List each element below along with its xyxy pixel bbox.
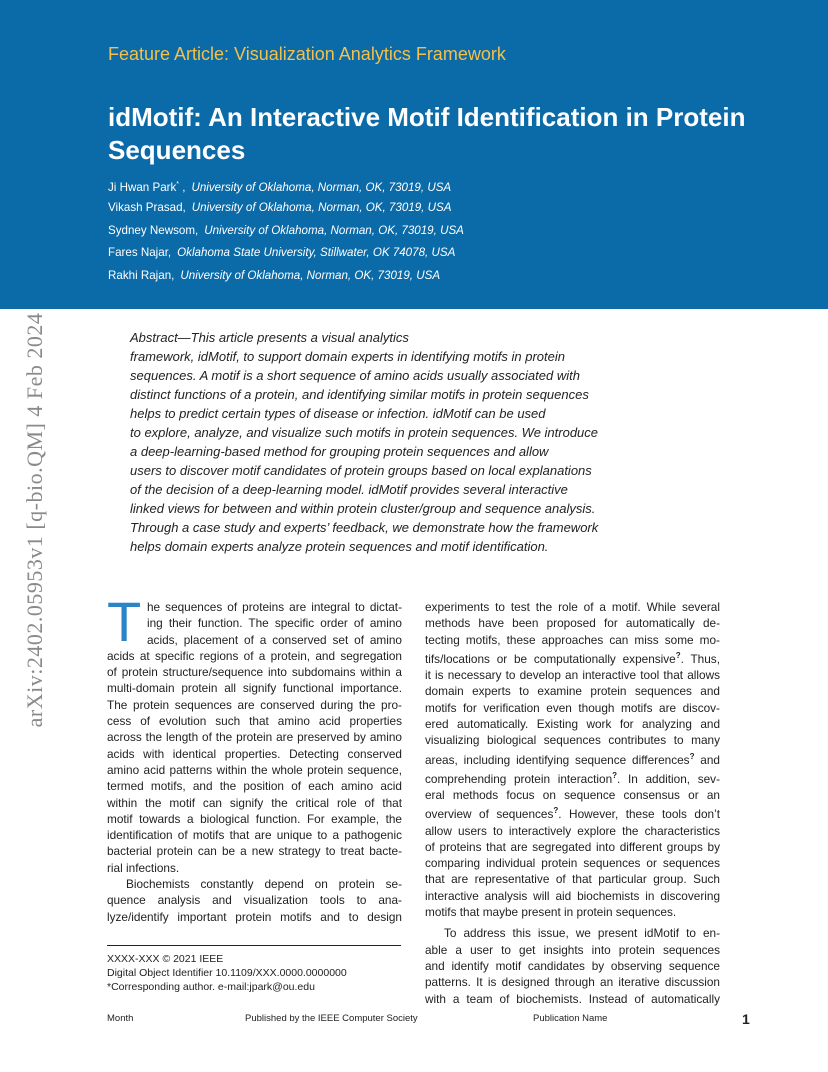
author-separator: , (179, 180, 186, 194)
author-line (108, 245, 464, 268)
text-span: comprehending protein interaction (425, 771, 613, 786)
abstract-line: of the decision of a deep-learning model. idMotif provides several interactive (130, 482, 568, 497)
author-name: Rakhi Rajan (108, 269, 172, 283)
copyright-line: XXXX-XXX © 2021 IEEE (107, 953, 224, 965)
page-number: 1 (742, 1011, 750, 1027)
author-name: Ji Hwan Park (108, 180, 177, 194)
text-line: eral methods focus on sequence consensus or an (425, 788, 720, 803)
author-name: Sydney Newsom (108, 223, 195, 237)
text-line: visualizing biological sequences contributes to many (425, 733, 720, 748)
text-line: bacterial protein can be a new strategy to treat bacte- (107, 844, 402, 859)
abstract-line: helps domain experts analyze protein sequences and motif identification. (130, 539, 549, 554)
abstract-line: Abstract—This article presents a visual analytics (130, 330, 409, 345)
author-affiliation: University of Oklahoma, Norman, OK, 73019, USA (191, 180, 452, 194)
text-line: that are representative of that particular group. Such (425, 872, 720, 887)
text-line: acids, placement of a conserved set of amino (147, 632, 402, 647)
text-line: across the length of the protein are preserved by amino (107, 730, 402, 745)
author-separator: , (182, 200, 186, 214)
text-line: To address this issue, we present idMotif to en- (444, 926, 720, 941)
text-line: experiments to test the role of a motif. While several (425, 600, 720, 614)
text-span: and (694, 752, 720, 767)
author-name: Fares Najar (108, 246, 168, 260)
reference-marker[interactable]: ? (675, 650, 681, 660)
author-line (108, 177, 464, 200)
abstract-line: helps to predict certain types of disease or infection. idMotif can be used (130, 406, 546, 421)
author-line (108, 268, 464, 291)
text-span: . Thus, (680, 651, 720, 666)
author-separator: , (167, 246, 172, 260)
text-line: domain experts to examine protein sequences and (425, 684, 720, 699)
author-affiliation: University of Oklahoma, Norman, OK, 73019, USA (204, 223, 464, 237)
text-line: Biochemists constantly depend on protein se- (126, 877, 402, 892)
text-line: multi-domain protein all signify functional importance. (107, 681, 402, 696)
abstract-line: to explore, analyze, and visualize such motifs in protein sequences. We introduce (130, 425, 599, 440)
text-line: and identify motif candidates by observing sequence (425, 958, 720, 973)
text-line (425, 749, 720, 768)
text-line: patterns. It is designed through an iterative discussion (425, 975, 720, 990)
text-line: acids at specific regions of a protein, and segregation (107, 648, 402, 663)
text-line: ered automatically. Existing work for analyzing and (425, 717, 720, 731)
author-separator: , (171, 269, 175, 283)
body-column-left (107, 590, 402, 925)
author-affiliation: University of Oklahoma, Norman, OK, 73019, USA (191, 200, 452, 214)
abstract (130, 328, 630, 556)
abstract-line: a deep-learning-based method for grouping protein sequences and allow (130, 444, 549, 459)
footer-month: Month (107, 1013, 134, 1024)
text-line: cess of evolution such that amino acid properties (107, 714, 402, 729)
abstract-line: linked views for between and within protein cluster/group and sequence analysis. (130, 501, 596, 516)
abstract-line: users to discover motif candidates of protein groups based on local explanations (130, 463, 592, 478)
text-line (425, 768, 720, 787)
author-affiliation: University of Oklahoma, Norman, OK, 73019, USA (180, 269, 441, 283)
footnote (107, 952, 347, 994)
text-line (425, 803, 720, 822)
text-span: overview of sequences (425, 807, 554, 822)
text-line: quence analysis and visualization tools to ana- (107, 893, 402, 908)
text-line: motifs that maybe present in protein sequences. (425, 905, 677, 920)
text-line: able a user to get insights into protein sequences (425, 942, 720, 957)
text-span: areas, including identifying sequence differences (425, 752, 690, 767)
footer-publication-name: Publication Name (533, 1013, 608, 1024)
text-span: . In addition, sev- (617, 771, 720, 786)
text-line: of proteins that are segregated into different groups by (425, 839, 720, 854)
text-line: The protein sequences are conserved during the pro- (107, 697, 402, 712)
text-line: within the motif can signify the critical role of that (107, 795, 402, 810)
text-line: he sequences of proteins are integral to dictat- (147, 600, 402, 614)
header-band (0, 0, 828, 309)
corresponding-mark: * (176, 181, 180, 188)
author-list (108, 177, 464, 291)
text-line: of protein structure/sequence into subdomains within a (107, 665, 402, 680)
author-name: Vikash Prasad (108, 200, 183, 214)
text-line: motifs for verification even though motifs are discov- (425, 700, 720, 715)
text-line: lyze/identify important protein motifs and to design (107, 909, 402, 924)
text-line: interactive analysis will aid biochemists in discovering (425, 888, 720, 903)
text-line: motif towards a biological function. For example, the (107, 811, 402, 826)
drop-cap: T (107, 590, 142, 653)
article-title: idMotif: An Interactive Motif Identification in Protein Sequences (108, 102, 746, 165)
text-line: ing their function. The specific order of amino (147, 616, 402, 631)
text-line: acids with identical properties. Detecting conserved (107, 746, 402, 761)
abstract-line: Through a case study and experts’ feedback, we demonstrate how the framework (130, 520, 599, 535)
reference-marker[interactable]: ? (689, 751, 695, 761)
doi-line: Digital Object Identifier 10.1109/XXX.0000.0000000 (107, 967, 347, 979)
text-line: with a team of biochemists. Instead of automatically (425, 991, 720, 1006)
body-column-right (425, 599, 720, 1007)
author-affiliation: Oklahoma State University, Stillwater, OK 74078, USA (177, 246, 456, 260)
reference-marker[interactable]: ? (553, 806, 559, 816)
footer-publisher: Published by the IEEE Computer Society (245, 1013, 418, 1024)
abstract-line: distinct functions of a protein, and identifying similar motifs in protein sequences (130, 387, 589, 402)
author-line (108, 223, 464, 246)
text-line: rial infections. (107, 860, 180, 875)
text-line: identification of motifs that are unique to a pathogenic (107, 828, 402, 843)
text-line: amino acid patterns within the whole protein sequence, (107, 762, 402, 777)
text-line: allow users to interactively explore the characteristics (425, 823, 720, 838)
text-line: termed motifs, and the position of each amino acid (107, 779, 402, 794)
text-span: tifs/locations or be computationally expensive (425, 651, 676, 666)
footnote-divider (107, 945, 401, 946)
abstract-line: sequences. A motif is a short sequence of amino acids usually associated with (130, 368, 580, 383)
text-line: methods have been proposed for automatically de- (425, 616, 720, 631)
abstract-line: framework, idMotif, to support domain experts in identifying motifs in protein (130, 349, 565, 364)
reference-marker[interactable]: ? (612, 770, 618, 780)
author-line (108, 200, 464, 223)
author-separator: , (195, 223, 199, 237)
arxiv-stamp: arXiv:2402.05953v1 [q-bio.QM] 4 Feb 2024 (22, 312, 47, 728)
text-line: tecting motifs, these approaches can miss some mo- (425, 632, 720, 647)
corresponding-author-line: *Corresponding author. e-mail:jpark@ou.edu (107, 981, 315, 993)
feature-label: Feature Article: Visualization Analytics Framework (108, 44, 506, 64)
text-span: . However, these tools don’t (558, 807, 720, 822)
text-line (425, 648, 720, 667)
text-line: comparing individual protein sequences or sequences (425, 856, 720, 871)
text-line: it is necessary to develop an interactive tool that allows (425, 668, 720, 683)
